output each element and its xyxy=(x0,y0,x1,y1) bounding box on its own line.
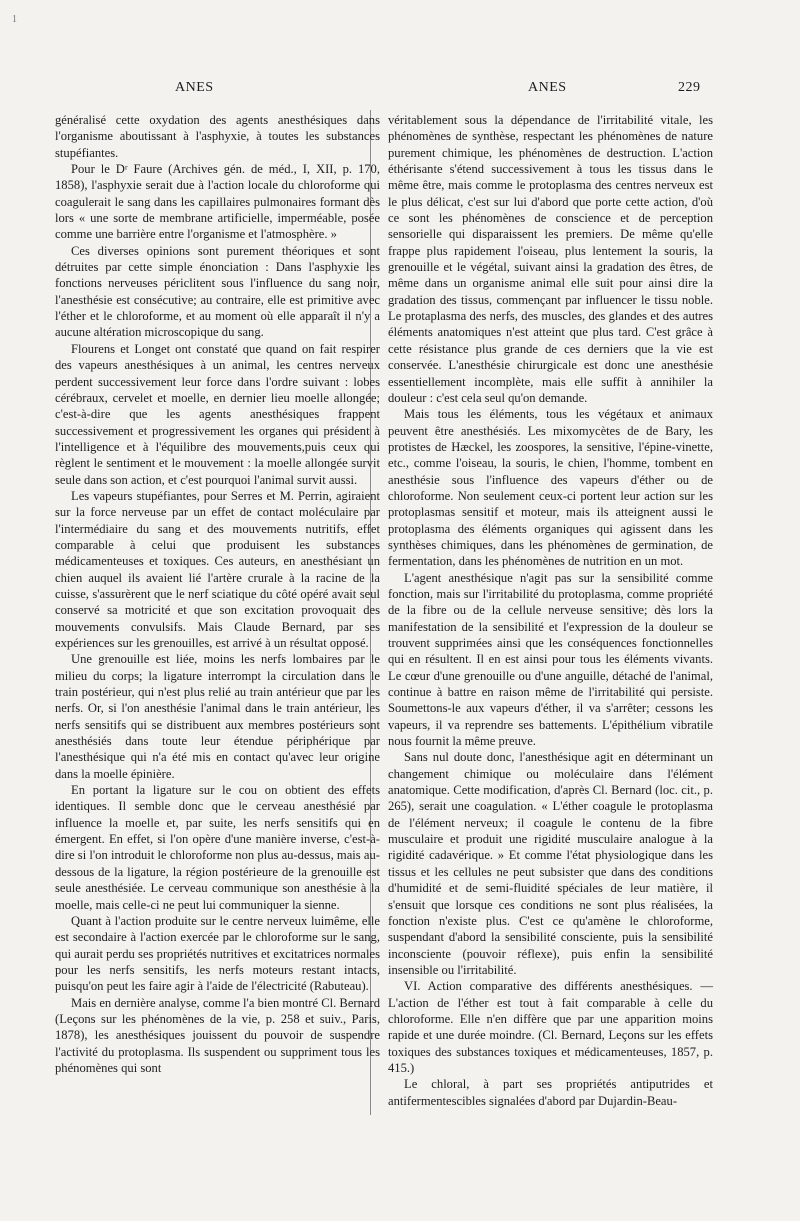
margin-mark: 1 xyxy=(12,14,17,25)
header-right-title: ANES xyxy=(528,80,567,95)
paragraph: En portant la ligature sur le cou on obtient des effets identiques. Il semble donc que le cerveau anesthésié par influence la moelle et, par suite, les nerfs sensitifs qui en émergent. En effet, si l'on opère d'une manière inverse, c'est-à-dire si l'on introduit le chloroforme non plus au-dessus, mais au-dessous de la ligature, la région postérieure de la grenouille est seule anesthésiée. Le cerveau communique son anesthésie à la moelle, mais celle-ci ne peut lui communiquer la sienne. xyxy=(55,783,380,912)
paragraph: Pour le Dʳ Faure (Archives gén. de méd., I, XII, p. 170, 1858), l'asphyxie serait due à l'action locale du chloroforme qui coagulerait le sang dans les capillaires pulmonaires formant dès lors « une sorte de membrane artificielle, imperméable, posée comme une barrière entre l'organisme et l'atmosphère. » xyxy=(55,162,380,242)
right-column xyxy=(388,112,713,1109)
paragraph: Sans nul doute donc, l'anesthésique agit en déterminant un changement chimique ou moléculaire dans l'élément anatomique. Cette modification, d'après Cl. Bernard (loc. cit., p. 265), serait une coagulation. « L'éther coagule le protoplasma de l'élément nerveux; il coagule le contenu de la fibre musculaire et produit une rigidité musculaire analogue à la rigidité cadavérique. » Et comme l'état physiologique dans les tissus et les cellules ne peut subsister que dans des conditions d'humidité et de semi-fluidité spéciales de leur matière, il s'ensuit que lorsque ces conditions ne sont plus réalisées, la fonction n'existe plus. C'est ce qu'amène le chloroforme, suspendant d'abord la sensibilité consciente, puis la sensibilité inconsciente (pouvoir réflexe), puis enfin la sensibilité insensible ou l'irritabilité. xyxy=(388,750,713,977)
page-number: 229 xyxy=(678,80,701,95)
paragraph: Une grenouille est liée, moins les nerfs lombaires par le milieu du corps; la ligature interrompt la circulation dans le train postérieur, qui n'est plus relié au train antérieur que par les nerfs. Or, si l'on anesthésie l'animal dans le train antérieur, les nerfs sensitifs qui se distribuent aux membres postérieurs sont anesthésiés dans toute leur étendue périphérique par l'anesthésique qui n'a été mis en contact qu'avec leur origine dans la moelle épinière. xyxy=(55,652,380,781)
paragraph: Mais tous les éléments, tous les végétaux et animaux peuvent être anesthésiés. Les mixomycètes de de Bary, les protistes de Hæckel, les zoospores, la sensitive, l'épine-vinette, etc., comme l'oiseau, la souris, le chien, l'homme, tombent en anesthésie sous l'influence des vapeurs d'éther ou de chloroforme. Non seulement ceux-ci portent leur action sur les protoplasmas sensitif et moteur, mais ils atteignent aussi le protoplasma des éléments organiques qui agissent dans les synthèses chimiques, dans les phénomènes de germination, de fermentation, dans les phénomènes de nutrition en un mot. xyxy=(388,407,713,569)
paragraph: Ces diverses opinions sont purement théoriques et sont détruites par cette simple énonciation : Dans l'asphyxie les fonctions nerveuses périclitent sous l'influence du sang noir, l'anesthésie est consécutive; au contraire, elle est primitive avec l'éther et le chloroforme, et au moment où elle apparaît il n'y a aucune altération microscopique du sang. xyxy=(55,243,380,340)
paragraph: Les vapeurs stupéfiantes, pour Serres et M. Perrin, agiraient sur la force nerveuse par un effet de contact moléculaire par l'intermédiaire du sang et des mouvements nutritifs, effet comparable à celui que produisent les substances médicamenteuses et toxiques. Ces auteurs, en anesthésiant un chien auquel ils avaient lié l'artère crurale à la racine de la cuisse, s'assurèrent que le nerf sciatique du côté opéré avait seul conservé sa motricité et que son excitation provoquait des mouvements convulsifs. Mais Claude Bernard, par ses expériences sur les grenouilles, est arrivé à un résultat opposé. xyxy=(55,488,380,650)
section-heading-paragraph: VI. Action comparative des différents anesthésiques. — L'action de l'éther est tout à fait comparable à celle du chloroforme. Elle n'en diffère que par une apparition moins rapide et une durée moindre. (Cl. Bernard, Leçons sur les effets toxiques des substances toxiques et médicamenteuses, 1857, p. 415.) xyxy=(388,979,713,1075)
left-column xyxy=(55,112,380,1076)
paragraph: L'agent anesthésique n'agit pas sur la sensibilité comme fonction, mais sur l'irritabilité du protoplasma, comme propriété de la fibre ou de la cellule nerveuse sensitive; dès lors la manifestation de la sensibilité et l'expression de la douleur se trouvent supprimées ainsi que les conséquences fonctionnelles qui en résultent. Il en est ainsi pour tous les éléments vivants. Le cœur d'une grenouille ou d'une anguille, détaché de l'animal, continue à battre en raison même de l'irritabilité qui persiste. Soumettons-le aux vapeurs d'éther, il va s'arrêter; cessons les vapeurs, il va reprendre ses battements. L'épithélium vibratile nous fournit la même preuve. xyxy=(388,570,713,749)
paragraph: Le chloral, à part ses propriétés antiputrides et antifermentescibles signalées d'abord par Dujardin-Beau- xyxy=(388,1077,713,1108)
running-header xyxy=(0,80,800,100)
paragraph: véritablement sous la dépendance de l'irritabilité vitale, les phénomènes de synthèse, respectant les phénomènes de nature purement chimique, les phénomènes de destruction. L'action éthérisante s'étend successivement à tous les tissus dans le même être, mais comme le protoplasma des centres nerveux est le plus délicat, c'est sur lui d'abord que porte cette action, d'où ce sont les phénomènes de conscience et de perception sensorielle qui disparaissent les premiers. De même qu'elle frappe plus rapidement l'oiseau, plus lentement la souris, la grenouille et le végétal, suivant ainsi la gradation des êtres, de même dans un organisme animal elle suit pour ainsi dire la gradation des tissus, commençant par influencer le tissu noble. Le protaplasma des nerfs, des muscles, des glandes et des autres éléments anatomiques n'est atteint que plus tard. C'est grâce à cette résistance plus grande de ces derniers que la vie est conservée. L'anesthésie chirurgicale est donc une anesthésie essentiellement incomplète, mais elle suffit à annihiler la douleur : c'est cela seul qu'on demande. xyxy=(388,113,713,405)
paragraph: Quant à l'action produite sur le centre nerveux luimême, elle est secondaire à l'action exercée par le chloroforme sur le sang, qui aurait perdu ses propriétés nutritives et excitatrices normales pour les nerfs sensitifs, les nerfs moteurs restant intacts, puisqu'on peut les faire agir à l'aide de l'électricité (Rabuteau). xyxy=(55,913,380,994)
paragraph: Mais en dernière analyse, comme l'a bien montré Cl. Bernard (Leçons sur les phénomènes de la vie, p. 258 et suiv., Paris, 1878), les anesthésiques jouissent du pouvoir de suspendre l'activité du protoplasma. Ils suspendent ou suppriment tous les phénomènes qui sont xyxy=(55,995,380,1075)
paragraph: Flourens et Longet ont constaté que quand on fait respirer des vapeurs anesthésiques à un animal, les centres nerveux perdent successivement leur force dans l'ordre suivant : lobes cérébraux, cervelet et moelle, en dernier lieu moelle allongée; c'est-à-dire que les agents anesthésiques frappent successivement et progressivement les organes qui président à l'intelligence et à l'équilibre des mouvements,puis ceux qui règlent le sentiment et le mouvement : la moelle allongée survit seule dans son action, et c'est pourquoi l'animal survit aussi. xyxy=(55,341,380,487)
paragraph: généralisé cette oxydation des agents anesthésiques dans l'organisme aboutissant à l'asphyxie, à toutes les substances stupéfiantes. xyxy=(55,113,380,160)
header-left-title: ANES xyxy=(175,80,214,95)
